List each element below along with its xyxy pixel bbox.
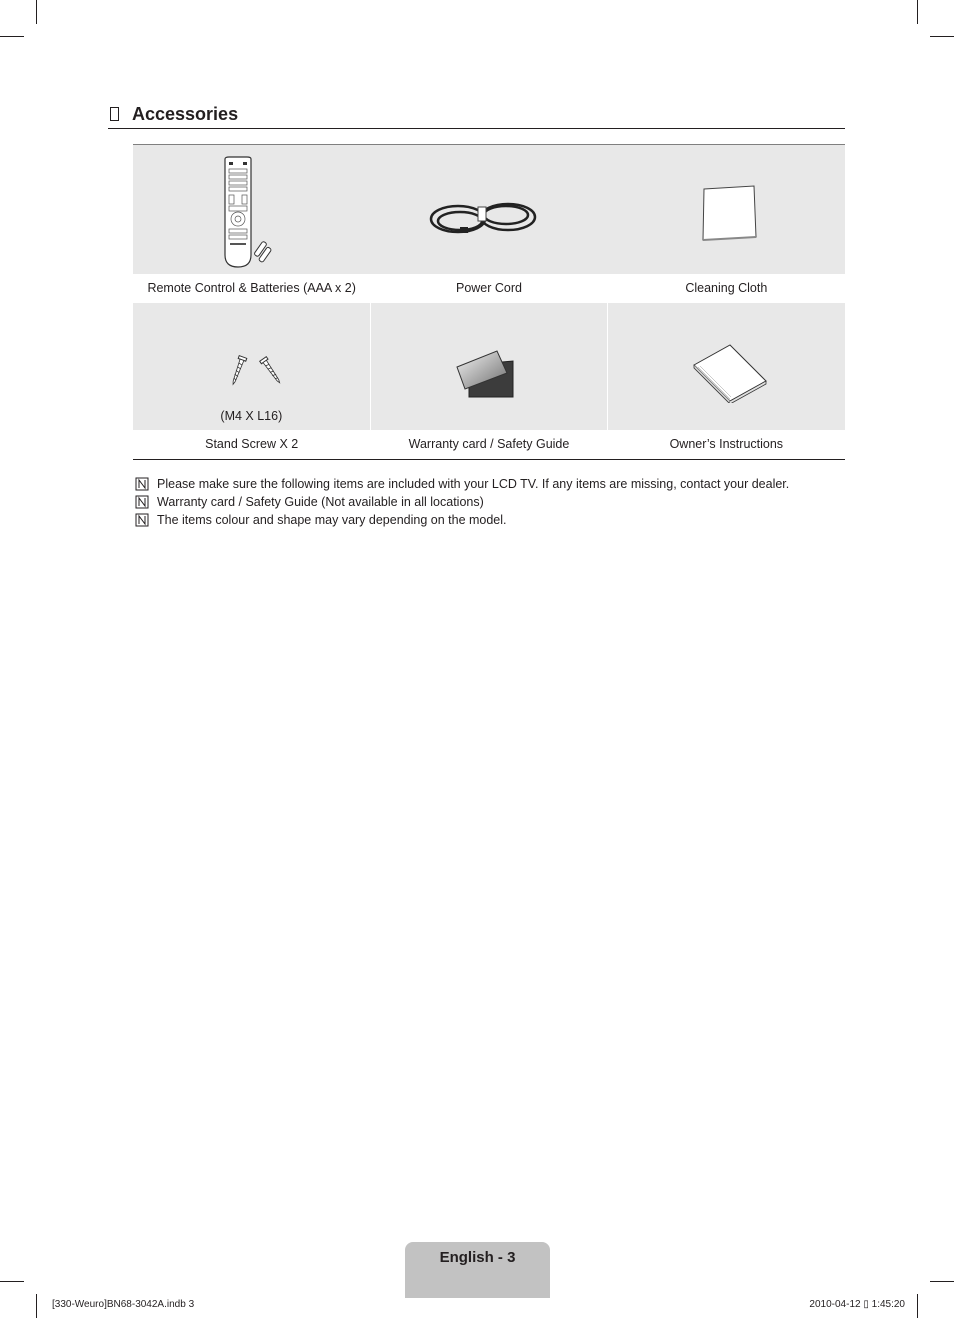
note-icon <box>135 513 149 527</box>
item-label: Power Cord <box>455 281 522 295</box>
image-row <box>133 145 845 274</box>
heading-marker-icon <box>110 107 119 121</box>
item-label: Cleaning Cloth <box>685 281 768 295</box>
section-title: Accessories <box>132 103 239 124</box>
item-sublabel: (M4 X L16) <box>220 409 283 423</box>
item-label: Stand Screw X 2 <box>205 437 299 451</box>
page-number: English - 3 <box>439 1249 516 1266</box>
note-item <box>133 475 845 493</box>
item-image-cell <box>370 145 607 274</box>
note-icon <box>135 477 149 491</box>
notes-list <box>133 475 845 529</box>
cleaning-cloth-icon <box>698 183 760 243</box>
item-label: Warranty card / Safety Guide <box>408 437 570 451</box>
label-row <box>133 430 845 459</box>
screw-icon <box>229 353 285 393</box>
accessories-table <box>133 144 845 460</box>
remote-control-icon <box>221 155 289 269</box>
label-row <box>133 274 845 303</box>
crop-mark <box>930 36 954 37</box>
item-image-cell <box>133 303 370 430</box>
note-item <box>133 493 845 511</box>
item-image-cell <box>133 145 370 274</box>
page-number-tab <box>405 1242 550 1298</box>
note-text: The items colour and shape may vary depending on the model. <box>157 513 507 527</box>
item-image-cell <box>370 303 608 430</box>
file-slug: [330-Weuro]BN68-3042A.indb 3 <box>52 1299 195 1310</box>
crop-mark <box>917 1294 918 1318</box>
item-label: Owner’s Instructions <box>669 437 784 451</box>
crop-mark <box>930 1281 954 1282</box>
crop-mark <box>36 1294 37 1318</box>
crop-mark <box>0 36 24 37</box>
crop-mark <box>36 0 37 24</box>
note-icon <box>135 495 149 509</box>
crop-mark <box>0 1281 24 1282</box>
item-image-cell <box>607 303 845 430</box>
note-text: Please make sure the following items are included with your LCD TV. If any items are missing, contact your dealer. <box>157 477 790 491</box>
note-item <box>133 511 845 529</box>
manual-icon <box>690 343 770 403</box>
section-heading <box>108 104 845 129</box>
warranty-card-icon <box>455 347 519 399</box>
item-label: Remote Control & Batteries (AAA x 2) <box>147 281 356 295</box>
note-text: Warranty card / Safety Guide (Not available in all locations) <box>157 495 484 509</box>
power-cord-icon <box>428 197 538 243</box>
image-row <box>133 303 845 430</box>
item-image-cell <box>608 145 845 274</box>
crop-mark <box>917 0 918 24</box>
print-stamp: 2010-04-12 ▯ 1:45:20 <box>809 1299 905 1310</box>
